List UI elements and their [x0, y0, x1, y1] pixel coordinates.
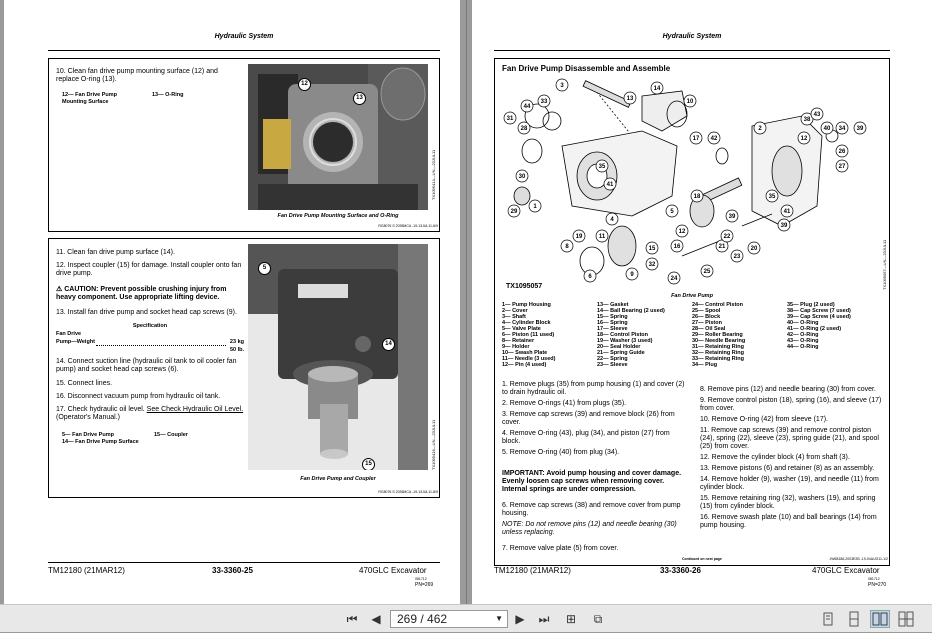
step-item: 9. Remove control piston (18), spring (16), and sleeve (17) from cover.	[700, 397, 882, 412]
svg-text:32: 32	[648, 262, 656, 268]
legend-item: 35— Plug (2 used)	[787, 302, 835, 308]
legend-item: 30— Needle Bearing	[692, 338, 746, 344]
svg-text:31: 31	[506, 116, 514, 122]
footer-page-number: 33-3360-26	[660, 566, 701, 575]
step-item: 4. Remove O-ring (43), plug (34), and piston (27) from block.	[502, 430, 670, 445]
step-7: 7. Remove valve plate (5) from cover.	[502, 545, 619, 552]
step-10: 10. Clean fan drive pump mounting surface (12) and replace O-ring (13).	[56, 68, 218, 83]
caution-label: CAUTION: Prevent possible crushing injury from heavy component. Use appropriate lifting device.	[56, 286, 227, 301]
viewer-toolbar	[0, 604, 932, 632]
step-17-text: 17. Check hydraulic oil level.	[56, 406, 145, 413]
legend-item: 25— Spool	[692, 308, 721, 314]
check-oil-level-link[interactable]: See Check Hydraulic Oil Level.	[146, 406, 244, 413]
svg-text:2: 2	[758, 126, 762, 132]
legend-item: 31— Retaining Ring	[692, 344, 744, 350]
step-item: 10. Remove O-ring (42) from sleeve (17).	[700, 416, 828, 423]
svg-text:6: 6	[588, 274, 592, 280]
footer-manual-id: TM12180 (21MAR12)	[494, 566, 571, 575]
svg-text:41: 41	[606, 182, 614, 188]
legend-item: 17— Sleeve	[597, 326, 628, 332]
svg-text:29: 29	[510, 209, 518, 215]
svg-text:44: 44	[523, 104, 531, 110]
legend-item: 43— O-Ring	[787, 338, 819, 344]
step-13: 13. Install fan drive pump and socket head cap screws (9).	[56, 309, 237, 316]
legend-item: 39— Cap Screw (4 used)	[787, 314, 851, 320]
svg-text:26: 26	[838, 149, 846, 155]
photo-caption: Fan Drive Pump Mounting Surface and O-Ring	[277, 213, 399, 219]
step-item: 14. Remove holder (9), washer (19), and needle (11) from cylinder block.	[700, 476, 879, 491]
svg-text:8: 8	[565, 244, 569, 250]
svg-text:11: 11	[598, 234, 606, 240]
page-header: Hydraulic System	[214, 33, 274, 40]
two-page-continuous-view-icon[interactable]	[896, 610, 916, 628]
mounting-surface-illustration	[248, 64, 428, 210]
step-item: 1. Remove plugs (35) from pump housing (1) and cover (2) to drain hydraulic oil.	[502, 381, 685, 396]
last-page-icon[interactable]: ⏭	[538, 612, 550, 626]
legend-item: 20— Seal Holder	[597, 344, 641, 350]
svg-text:21: 21	[718, 244, 726, 250]
important-note: IMPORTANT: Avoid pump housing and cover damage. Evenly loosen cap screws when removing cover. Internal springs are under compression.	[502, 470, 682, 493]
photo-pump-coupler	[248, 244, 428, 470]
svg-text:3: 3	[560, 83, 564, 89]
parts-legend	[502, 302, 882, 368]
callout-13: 13	[353, 92, 366, 105]
legend-item: 27— Piston	[692, 320, 722, 326]
footer-page-number: 33-3360-25	[212, 566, 253, 575]
page-selector[interactable]	[390, 610, 508, 628]
add-page-icon[interactable]: ⊞	[565, 612, 577, 626]
footer-model: 470GLC Excavator	[359, 566, 427, 575]
legend-item: 4— Cylinder Block	[502, 320, 551, 326]
legend-item: 29— Roller Bearing	[692, 332, 743, 338]
svg-text:15: 15	[648, 246, 656, 252]
svg-text:41: 41	[783, 209, 791, 215]
step-17	[56, 406, 244, 422]
legend-item: 6— Piston (11 used)	[502, 332, 555, 338]
svg-text:24: 24	[670, 276, 678, 282]
svg-text:35: 35	[598, 164, 606, 170]
ref-code: JW68186,2003E2B -19-04AUG11-1/2	[829, 557, 888, 561]
caution-text	[56, 286, 244, 302]
legend-item: 3— Shaft	[502, 314, 526, 320]
svg-text:19: 19	[575, 234, 583, 240]
step-item: 12. Remove the cylinder block (4) from shaft (3).	[700, 454, 850, 461]
legend-item: 15— Coupler	[154, 432, 188, 438]
step-12: 12. Inspect coupler (15) for damage. Install coupler onto fan drive pump.	[56, 262, 242, 277]
photo-id: TX1095414—UN—23JUL11	[431, 149, 436, 200]
legend-item: 5— Valve Plate	[502, 326, 541, 332]
legend-item: 33— Retaining Ring	[692, 356, 744, 362]
continuous-view-icon[interactable]	[844, 610, 864, 628]
legend-item: 12— Pin (4 used)	[502, 362, 547, 368]
step-16: 16. Disconnect vacuum pump from hydraulic oil tank.	[56, 393, 221, 400]
footer-model: 470GLC Excavator	[812, 566, 880, 575]
legend-item: 40— O-Ring	[787, 320, 819, 326]
svg-text:1: 1	[533, 204, 537, 210]
photo-mounting-surface	[248, 64, 428, 210]
exploded-diagram	[502, 76, 882, 291]
photo-caption: Fan Drive Pump and Coupler	[300, 476, 376, 482]
spec-value-lb: 50 lb.	[229, 347, 244, 353]
legend-item: 28— Oil Seal	[692, 326, 726, 332]
svg-text:12: 12	[800, 136, 808, 142]
two-page-view-icon[interactable]	[870, 610, 890, 628]
step-item: 2. Remove O-rings (41) from plugs (35).	[502, 400, 627, 407]
legend-item: 21— Spring Guide	[597, 350, 645, 356]
svg-text:5: 5	[670, 209, 674, 215]
step-15: 15. Connect lines.	[56, 380, 113, 387]
svg-text:18: 18	[693, 194, 701, 200]
step-11: 11. Clean fan drive pump surface (14).	[56, 249, 175, 256]
spec-label: Pump—Weight	[56, 339, 96, 345]
legend-item: 16— Spring	[597, 320, 628, 326]
chevron-down-icon: ▼	[495, 614, 503, 623]
legend-item: 13— Gasket	[597, 302, 629, 308]
legend-item: 34— Plug	[692, 362, 718, 368]
ref-code: RG8076 S 2035MCA -19-13JUL11-6/9	[378, 224, 438, 228]
steps-right	[700, 386, 884, 533]
legend-item: 26— Block	[692, 314, 721, 320]
svg-text:42: 42	[710, 136, 718, 142]
page-left	[4, 0, 460, 604]
svg-text:14: 14	[653, 86, 661, 92]
svg-text:30: 30	[518, 174, 526, 180]
legend-item: 11— Needle (3 used)	[502, 356, 556, 362]
step-item: 8. Remove pins (12) and needle bearing (30) from cover.	[700, 386, 876, 393]
figure-caption: Fan Drive Pump	[671, 293, 713, 299]
svg-text:13: 13	[626, 96, 634, 102]
prev-page-icon[interactable]: ◀	[371, 612, 381, 626]
legend-item: 38— Cap Screw (7 used)	[787, 308, 851, 314]
legend-item: 9— Holder	[502, 344, 530, 350]
svg-text:22: 22	[723, 234, 731, 240]
pump-coupler-illustration	[248, 244, 428, 470]
footer-small: 081712	[415, 577, 427, 581]
legend-item: 2— Cover	[502, 308, 528, 314]
step-item: 3. Remove cap screws (39) and remove block (26) from cover.	[502, 411, 675, 426]
footer-pn: PN=269	[415, 582, 434, 588]
footer-manual-id: TM12180 (21MAR12)	[48, 566, 125, 575]
legend-item: 14— Fan Drive Pump Surface	[62, 439, 139, 445]
steps-left	[502, 381, 688, 460]
svg-text:9: 9	[630, 272, 634, 278]
legend-item: 19— Washer (3 used)	[597, 338, 653, 344]
legend-item: 22— Spring	[597, 356, 628, 362]
svg-text:39: 39	[728, 214, 736, 220]
spec-value-kg: 23 kg	[229, 339, 244, 345]
svg-text:25: 25	[703, 269, 711, 275]
step-item: 5. Remove O-ring (40) from plug (34).	[502, 449, 620, 456]
spec-item: Fan Drive	[56, 331, 82, 337]
callout-5: 5	[258, 262, 271, 275]
note: NOTE: Do not remove pins (12) and needle bearing (30) unless replacing.	[502, 521, 677, 536]
page-divider	[466, 0, 467, 604]
legend-item: 15— Spring	[597, 314, 628, 320]
legend-item: 14— Ball Bearing (2 used)	[597, 308, 665, 314]
continued-label: Continued on next page	[682, 557, 722, 561]
step-item: 15. Remove retaining ring (32), washers (19), and spring (15) from cylinder block.	[700, 495, 876, 510]
svg-text:23: 23	[733, 254, 741, 260]
svg-text:35: 35	[768, 194, 776, 200]
callout-12: 12	[298, 78, 311, 91]
legend-item: 41— O-Ring (2 used)	[787, 326, 842, 332]
legend-item: 24— Control Piston	[692, 302, 744, 308]
legend-item: 32— Retaining Ring	[692, 350, 744, 356]
svg-text:10: 10	[686, 99, 694, 105]
next-page-icon[interactable]: ▶	[515, 612, 525, 626]
svg-text:28: 28	[520, 126, 528, 132]
svg-text:20: 20	[750, 246, 758, 252]
svg-text:40: 40	[823, 126, 831, 132]
page-header: Hydraulic System	[662, 33, 722, 40]
legend-item	[787, 362, 882, 368]
svg-text:34: 34	[838, 126, 846, 132]
ref-code: RG8076 S 2035MCA -19-13JUL11-8/9	[378, 490, 438, 494]
step-item: 13. Remove pistons (6) and retainer (8) as an assembly.	[700, 465, 875, 472]
step-item: 11. Remove cap screws (39) and remove control piston (24), spring (22), sleeve (23), spring guide (21), and spool (25) from cover.	[700, 427, 879, 450]
legend-item: 1— Pump Housing	[502, 302, 551, 308]
step-14: 14. Connect suction line (hydraulic oil tank to oil cooler fan pump) and socket head cap screws (6).	[56, 358, 237, 373]
svg-text:38: 38	[803, 117, 811, 123]
svg-text:43: 43	[813, 112, 821, 118]
svg-text:12: 12	[678, 229, 686, 235]
footer-small: 081712	[868, 577, 880, 581]
legend-item: 44— O-Ring	[787, 344, 819, 350]
svg-text:39: 39	[780, 223, 788, 229]
spec-title: Specification	[132, 323, 168, 329]
callout-15: 15	[362, 458, 375, 470]
svg-text:4: 4	[610, 217, 614, 223]
legend-item: 8— Retainer	[502, 338, 535, 344]
photo-id: TX1095416—UN—23JUL11	[431, 419, 436, 470]
svg-text:16: 16	[673, 244, 681, 250]
legend-item: 5— Fan Drive Pump	[62, 432, 114, 438]
single-page-view-icon[interactable]	[818, 610, 838, 628]
svg-text:33: 33	[540, 99, 548, 105]
warning-icon: ⚠	[56, 286, 63, 293]
page-right	[472, 0, 932, 604]
step-6: 6. Remove cap screws (38) and remove cover from pump housing.	[502, 502, 681, 517]
svg-text:17: 17	[692, 136, 700, 142]
figure-id: TX1095057	[506, 283, 543, 290]
page-indicator: 269 / 462	[397, 612, 448, 626]
first-page-icon[interactable]: ⏮	[346, 612, 358, 626]
legend-item: 23— Sleeve	[597, 362, 628, 368]
step-17-suffix: (Operator's Manual.)	[56, 414, 120, 421]
legend-item: 12— Fan Drive Pump Mounting Surface	[62, 92, 118, 105]
legend-item: 10— Swash Plate	[502, 350, 548, 356]
copy-page-icon[interactable]: ⧉	[593, 612, 603, 626]
legend-item: 18— Control Piston	[597, 332, 649, 338]
figure-side-id: TX1095057—UN—23JUL11	[882, 239, 887, 290]
callout-14: 14	[382, 338, 395, 351]
svg-text:27: 27	[838, 164, 846, 170]
footer-pn: PN=270	[868, 582, 887, 588]
section-title: Fan Drive Pump Disassemble and Assemble	[502, 64, 671, 73]
svg-text:39: 39	[856, 126, 864, 132]
legend-item: 13— O-Ring	[152, 92, 184, 98]
legend-item: 42— O-Ring	[787, 332, 819, 338]
step-item: 16. Remove swash plate (10) and ball bearings (14) from pump housing.	[700, 514, 877, 529]
